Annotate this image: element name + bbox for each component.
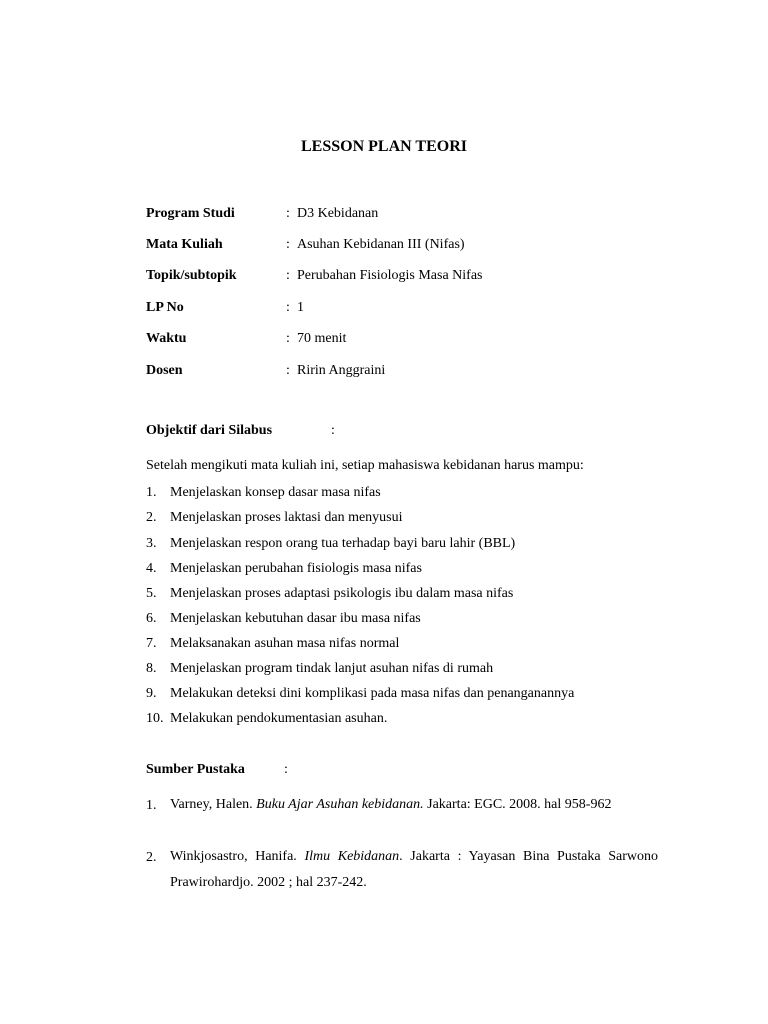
info-label: Program Studi [146, 206, 235, 221]
list-item-number: 7. [146, 636, 157, 651]
info-value: Perubahan Fisiologis Masa Nifas [297, 268, 483, 283]
info-label: LP No [146, 300, 184, 315]
reference-publisher: . Jakarta : Yayasan Bina Pustaka Sarwono Prawirohardjo. 2002 ; hal 237-242. [170, 849, 658, 890]
objectives-heading: Objektif dari Silabus [146, 423, 273, 438]
list-item-text: Menjelaskan kebutuhan dasar ibu masa nifas [170, 611, 421, 626]
info-label: Mata Kuliah [146, 237, 223, 252]
document-title: LESSON PLAN TEORI [301, 138, 467, 155]
reference-number: 1. [146, 798, 157, 813]
info-colon: : [286, 237, 290, 252]
references-heading: Sumber Pustaka [146, 762, 245, 777]
references-colon: : [284, 762, 288, 777]
list-item-text: Menjelaskan respon orang tua terhadap bayi baru lahir (BBL) [170, 536, 516, 551]
info-colon: : [286, 300, 290, 315]
info-row-lp-no [146, 300, 666, 320]
info-colon: : [286, 268, 290, 283]
list-item-number: 1. [146, 485, 157, 500]
objectives-intro: Setelah mengikuti mata kuliah ini, setiap mahasiswa kebidanan harus mampu: [146, 458, 584, 473]
info-label: Dosen [146, 363, 183, 378]
objectives-colon: : [331, 423, 335, 438]
list-item-text: Melakukan deteksi dini komplikasi pada masa nifas dan penanganannya [170, 686, 575, 701]
list-item-number: 9. [146, 686, 157, 701]
info-value: D3 Kebidanan [297, 206, 379, 221]
reference-text [170, 792, 658, 818]
info-row-dosen [146, 363, 666, 383]
info-value: 70 menit [297, 331, 347, 346]
reference-author: Winkjosastro, Hanifa. [170, 849, 305, 864]
list-item-number: 10. [146, 711, 164, 726]
info-colon: : [286, 206, 290, 221]
reference-number: 2. [146, 850, 157, 865]
reference-book-title: Buku Ajar Asuhan kebidanan. [256, 797, 424, 812]
list-item-number: 2. [146, 510, 157, 525]
info-value: 1 [297, 300, 304, 315]
reference-book-title: Ilmu Kebidanan [304, 849, 400, 864]
list-item-number: 6. [146, 611, 157, 626]
list-item-text: Menjelaskan proses adaptasi psikologis ibu dalam masa nifas [170, 586, 514, 601]
info-colon: : [286, 331, 290, 346]
reference-publisher: Jakarta: EGC. 2008. hal 958-962 [423, 797, 612, 812]
info-row-topik [146, 268, 666, 288]
list-item-number: 8. [146, 661, 157, 676]
list-item-text: Menjelaskan proses laktasi dan menyusui [170, 510, 403, 525]
list-item-number: 5. [146, 586, 157, 601]
list-item-text: Menjelaskan perubahan fisiologis masa nifas [170, 561, 422, 576]
list-item-text: Melaksanakan asuhan masa nifas normal [170, 636, 400, 651]
list-item-text: Menjelaskan konsep dasar masa nifas [170, 485, 381, 500]
info-colon: : [286, 363, 290, 378]
list-item-number: 3. [146, 536, 157, 551]
info-label: Waktu [146, 331, 187, 346]
info-row-mata-kuliah [146, 237, 666, 257]
info-row-program-studi [146, 206, 666, 226]
list-item-number: 4. [146, 561, 157, 576]
reference-author: Varney, Halen. [170, 797, 257, 812]
list-item-text: Melakukan pendokumentasian asuhan. [170, 711, 388, 726]
info-row-waktu [146, 331, 666, 351]
info-value: Ririn Anggraini [297, 363, 386, 378]
info-label: Topik/subtopik [146, 268, 237, 283]
list-item-text: Menjelaskan program tindak lanjut asuhan nifas di rumah [170, 661, 494, 676]
info-value: Asuhan Kebidanan III (Nifas) [297, 237, 465, 252]
reference-text [170, 844, 658, 896]
